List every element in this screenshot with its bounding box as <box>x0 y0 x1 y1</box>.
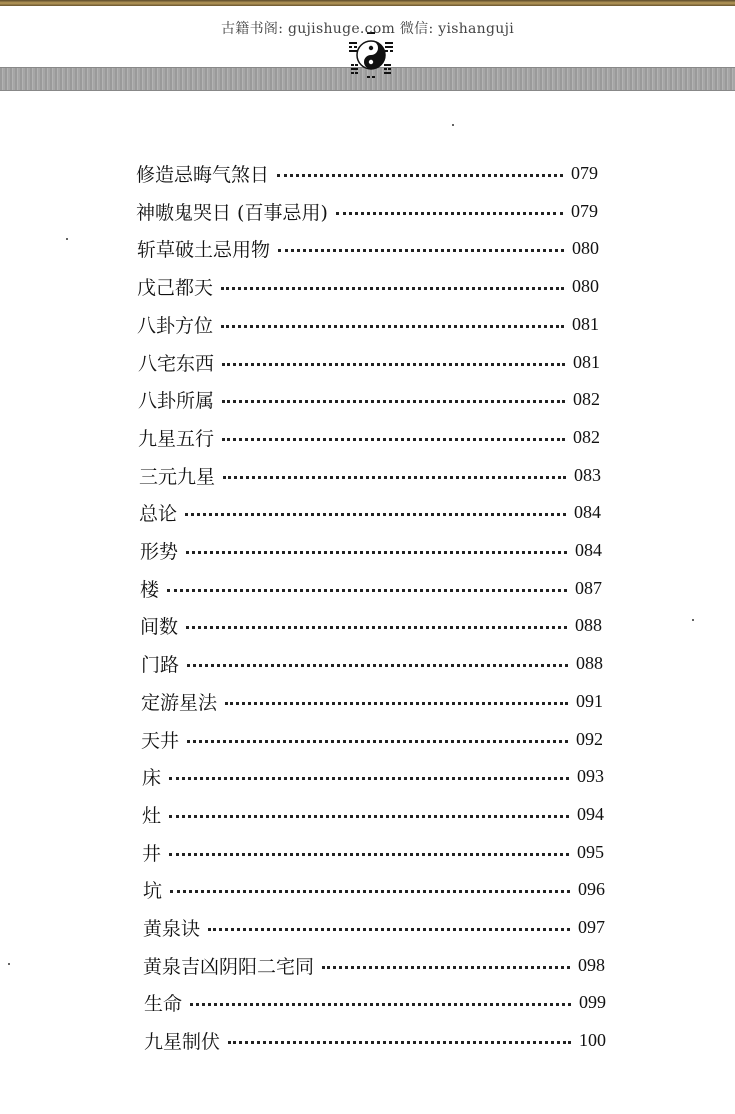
toc-entry <box>144 1027 606 1053</box>
toc-entry <box>138 386 600 412</box>
dot-leader <box>322 966 570 969</box>
toc-entry-page-number: 092 <box>576 728 603 749</box>
dot-leader <box>277 174 563 177</box>
toc-entry-page-number: 080 <box>572 275 599 296</box>
toc-entry-page-number: 094 <box>577 803 604 824</box>
dot-leader <box>190 1003 571 1006</box>
toc-entry <box>141 650 603 676</box>
dot-leader <box>169 853 569 856</box>
dot-leader <box>278 249 564 252</box>
toc-entry <box>144 989 606 1015</box>
toc-entry <box>139 499 601 525</box>
dot-leader <box>170 890 570 893</box>
dot-leader <box>185 513 566 516</box>
toc-entry-page-number: 081 <box>573 351 600 372</box>
toc-entry-title: 生命 <box>144 992 183 1015</box>
toc-entry-page-number: 096 <box>578 878 605 899</box>
toc-entry <box>141 726 603 752</box>
toc-entry-title: 楼 <box>140 578 160 601</box>
dot-leader <box>222 363 565 366</box>
scan-speck <box>692 619 694 621</box>
toc-entry-title: 形势 <box>140 540 179 563</box>
toc-entry-page-number: 082 <box>573 388 600 409</box>
toc-entry-page-number: 099 <box>579 991 606 1012</box>
toc-entry <box>138 424 600 450</box>
scan-speck <box>66 238 68 240</box>
dot-leader <box>222 438 565 441</box>
toc-entry <box>142 839 604 865</box>
toc-entry-page-number: 079 <box>571 200 598 221</box>
toc-entry-page-number: 081 <box>572 313 599 334</box>
toc-entry <box>138 349 600 375</box>
scan-speck <box>452 124 454 126</box>
toc-entry-page-number: 087 <box>575 577 602 598</box>
toc-entry <box>136 160 598 186</box>
toc-entry <box>137 311 599 337</box>
toc-entry-title: 井 <box>142 842 162 865</box>
dot-leader <box>225 702 568 705</box>
toc-entry <box>136 198 598 224</box>
dot-leader <box>221 325 564 328</box>
toc-entry-title: 斩草破土忌用物 <box>137 238 271 261</box>
toc-entry <box>143 914 605 940</box>
toc-entry <box>137 273 599 299</box>
toc-entry <box>140 575 602 601</box>
toc-entry <box>142 801 604 827</box>
toc-entry-title: 间数 <box>140 615 179 638</box>
toc-entry <box>139 462 601 488</box>
toc-entry-page-number: 080 <box>572 237 599 258</box>
dot-leader <box>208 928 570 931</box>
toc-entry-title: 八宅东西 <box>138 352 215 375</box>
toc-entry-page-number: 088 <box>576 652 603 673</box>
dot-leader <box>186 551 567 554</box>
toc-entry-page-number: 091 <box>576 690 603 711</box>
toc-entry <box>140 537 602 563</box>
toc-entry-title: 天井 <box>141 729 180 752</box>
dot-leader <box>167 589 567 592</box>
dot-leader <box>222 400 565 403</box>
toc-entry-title: 黄泉吉凶阴阳二宅同 <box>143 955 315 978</box>
toc-entry-title: 床 <box>142 766 162 789</box>
toc-entry-title: 总论 <box>139 502 178 525</box>
toc-entry <box>141 688 603 714</box>
scan-speck <box>8 963 10 965</box>
toc-entry-title: 定游星法 <box>141 691 218 714</box>
toc-entry-page-number: 079 <box>571 162 598 183</box>
toc-entry-page-number: 098 <box>578 954 605 975</box>
toc-entry-title: 黄泉诀 <box>143 917 201 940</box>
toc-entry-page-number: 084 <box>574 501 601 522</box>
toc-entry-page-number: 097 <box>578 916 605 937</box>
toc-entry-title: 门路 <box>141 653 180 676</box>
dot-leader <box>187 740 568 743</box>
toc-entry <box>142 763 604 789</box>
dot-leader <box>221 287 564 290</box>
toc-entry-page-number: 088 <box>575 614 602 635</box>
toc-entry-page-number: 095 <box>577 841 604 862</box>
toc-entry-title: 九星制伏 <box>144 1030 221 1053</box>
dot-leader <box>169 777 569 780</box>
toc-entry-page-number: 083 <box>574 464 601 485</box>
toc-entry-title: 九星五行 <box>138 427 215 450</box>
toc-entry-title: 八卦方位 <box>137 314 214 337</box>
toc-entry-title: 修造忌晦气煞日 <box>136 163 270 186</box>
toc-entry <box>137 235 599 261</box>
dot-leader <box>186 626 567 629</box>
toc-entry-title: 灶 <box>142 804 162 827</box>
toc-entry-page-number: 084 <box>575 539 602 560</box>
toc-entry-title: 神嗷鬼哭日 (百事忌用) <box>136 201 328 224</box>
dot-leader <box>228 1041 571 1044</box>
dot-leader <box>223 476 566 479</box>
header-watermark-text: 古籍书阁: gujishuge.com 微信: yishanguji <box>221 21 514 37</box>
dot-leader <box>169 815 569 818</box>
toc-entry-title: 坑 <box>143 879 163 902</box>
toc-entry-title: 戊己都天 <box>137 276 214 299</box>
dot-leader <box>336 212 563 215</box>
toc-entry <box>143 952 605 978</box>
toc-entry-page-number: 093 <box>577 765 604 786</box>
toc-entry <box>143 876 605 902</box>
toc-entry-page-number: 082 <box>573 426 600 447</box>
toc-entry-page-number: 100 <box>579 1029 606 1050</box>
toc-entry-title: 三元九星 <box>139 465 216 488</box>
toc-entry <box>140 612 602 638</box>
dot-leader <box>187 664 568 667</box>
toc-entry-title: 八卦所属 <box>138 389 215 412</box>
